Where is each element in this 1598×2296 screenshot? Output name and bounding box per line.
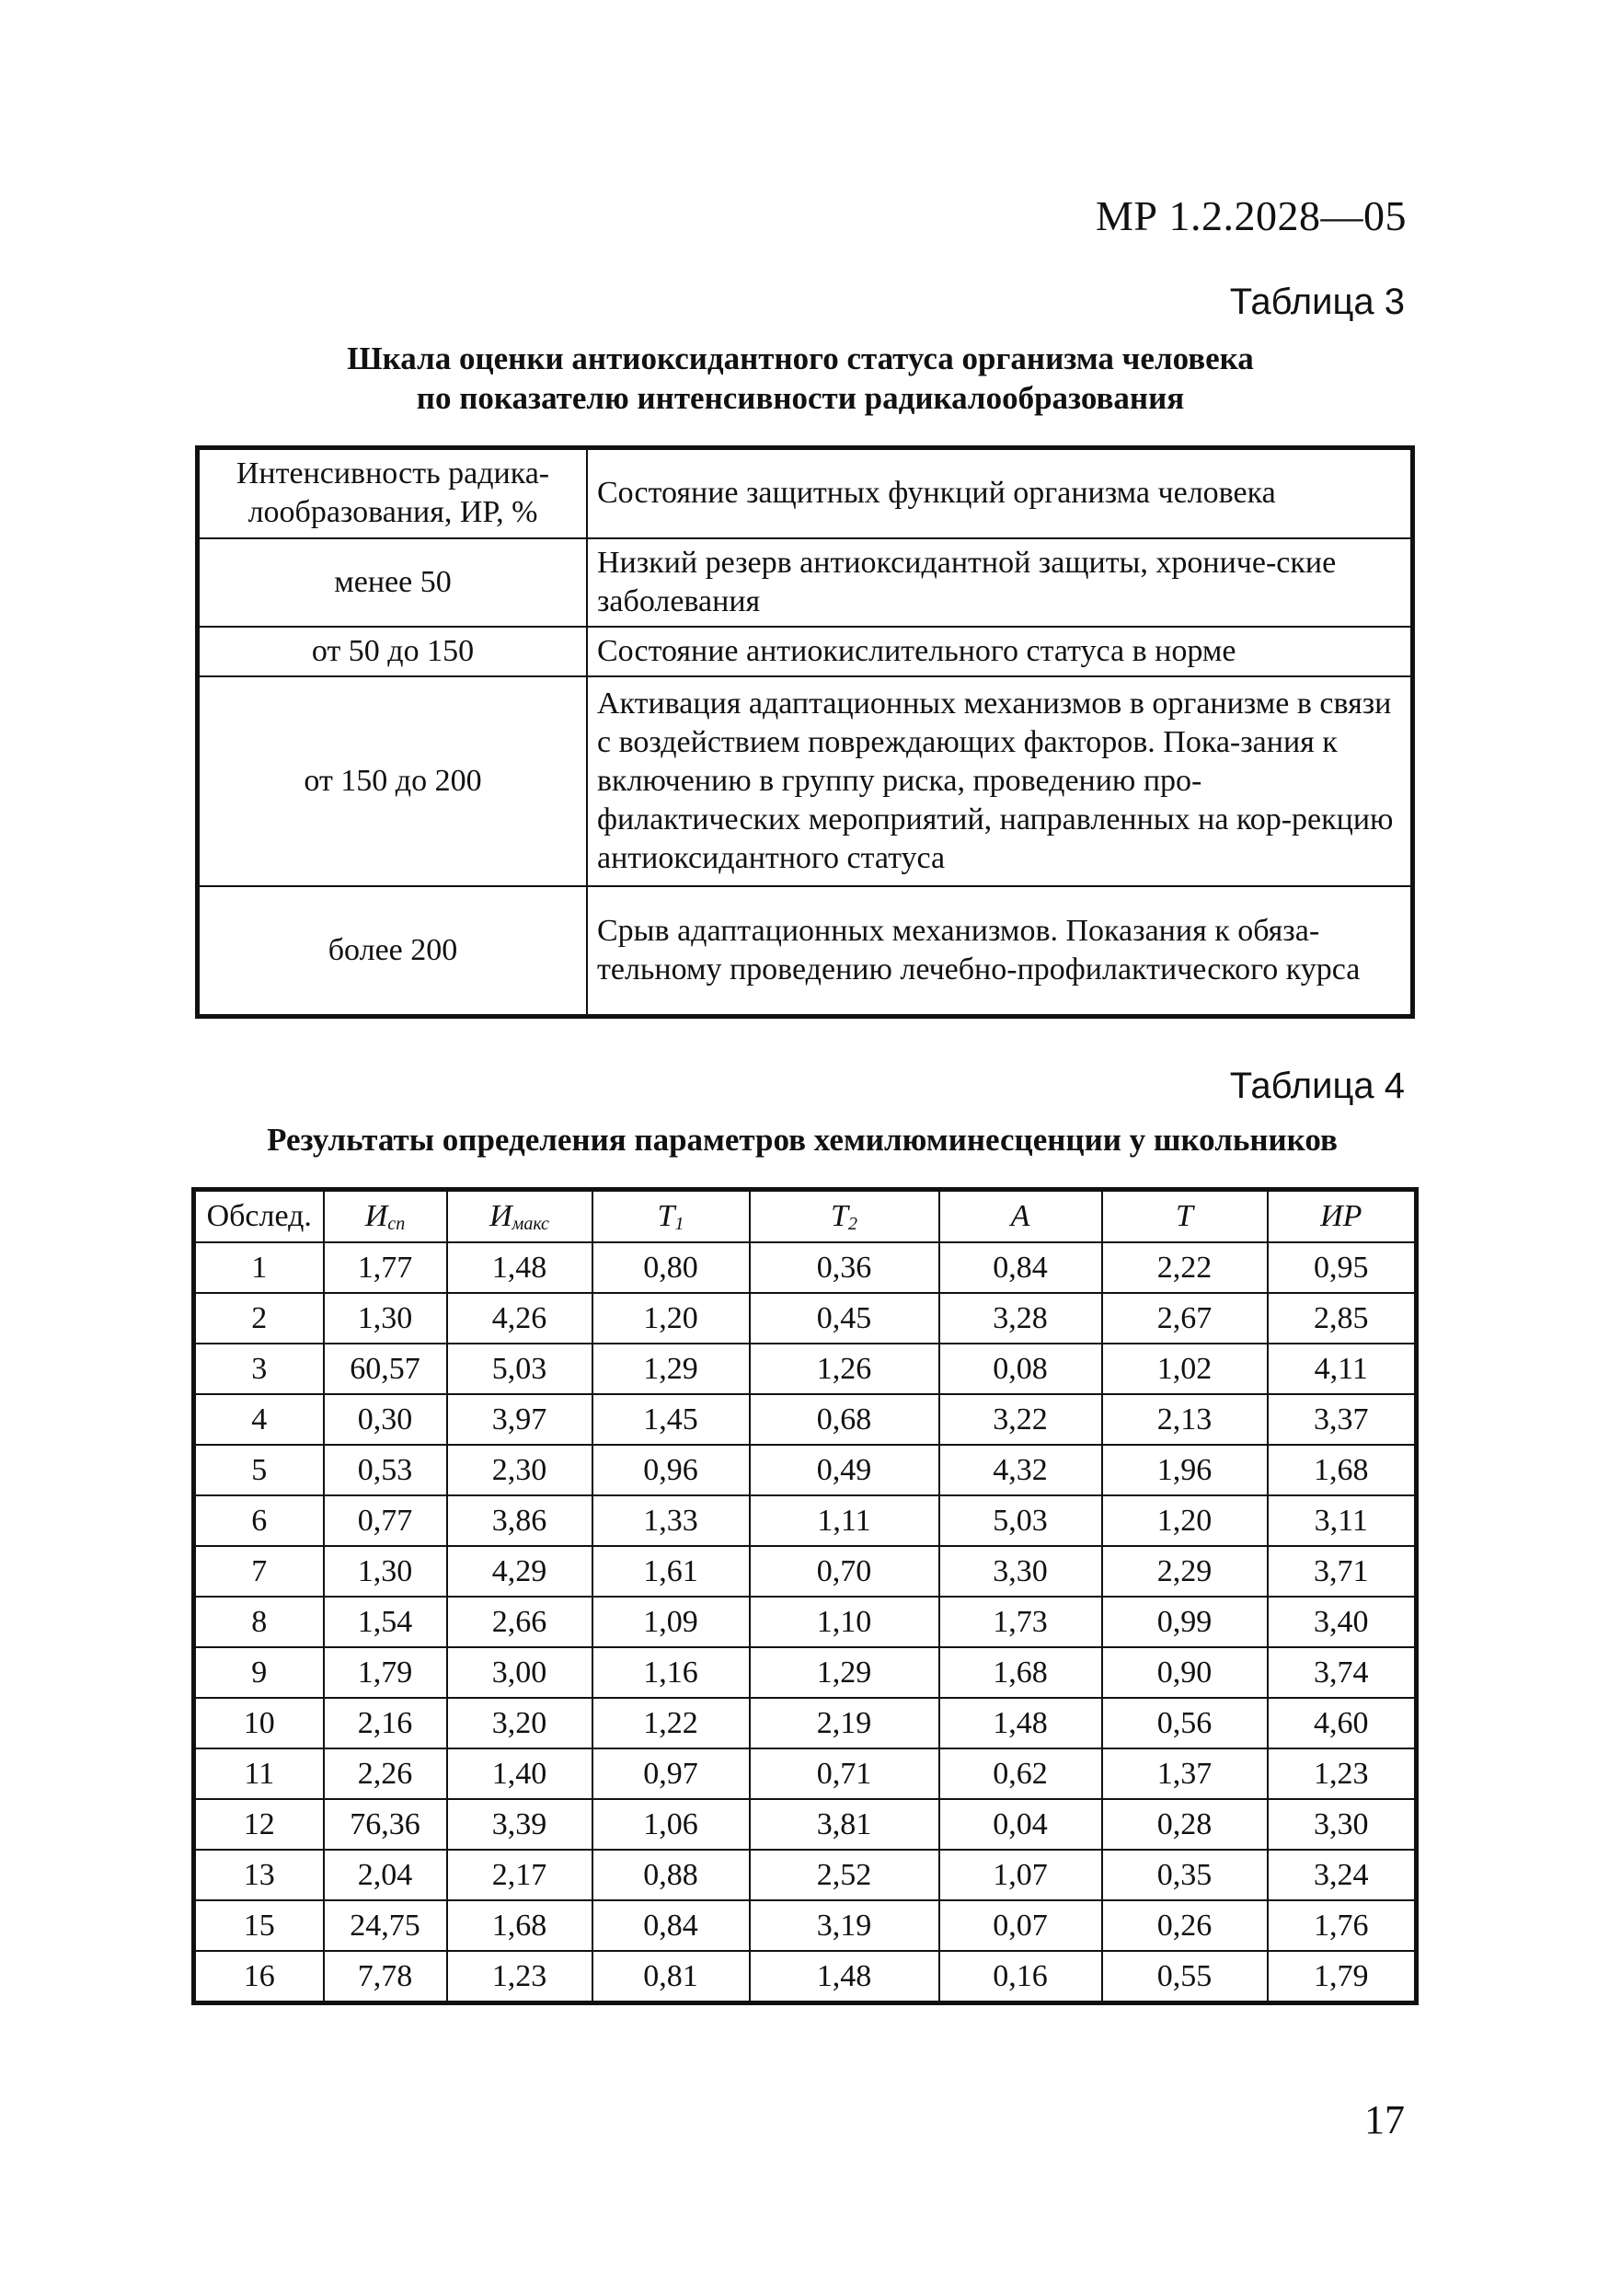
cell-examined: 11 [194,1748,324,1799]
cell-examined: 7 [194,1546,324,1597]
cell-i-sp: 1,77 [324,1242,447,1293]
cell-a: 5,03 [939,1495,1102,1546]
cell-t2: 2,52 [750,1850,939,1900]
cell-t1: 1,06 [592,1799,750,1850]
table3-title-line1: Шкала оценки антиоксидантного статуса организма человека [347,340,1254,376]
cell-t: 2,29 [1102,1546,1268,1597]
cell-i-max: 1,48 [447,1242,592,1293]
table-row [194,1850,1417,1900]
cell-a: 0,84 [939,1242,1102,1293]
cell-ir: 1,79 [1268,1951,1417,2003]
cell-examined: 8 [194,1597,324,1647]
header-main: T [831,1198,848,1233]
chemiluminescence-results-table [191,1187,1419,2005]
header-main: ИР [1320,1199,1362,1233]
table3-header-intensity: Интенсивность радика-лообразования, ИР, % [198,448,588,538]
table3-state-cell: Состояние антиокислительного статуса в норме [587,627,1413,676]
antioxidant-scale-table [195,445,1415,1019]
cell-examined: 9 [194,1647,324,1698]
cell-a: 0,08 [939,1344,1102,1394]
header-main: T [657,1198,675,1233]
table4-title: Результаты определения параметров хемилюминесценции у школьников [267,1122,1338,1158]
cell-examined: 2 [194,1293,324,1344]
table-row [194,1597,1417,1647]
cell-ir: 2,85 [1268,1293,1417,1344]
cell-t: 0,90 [1102,1647,1268,1698]
cell-examined: 15 [194,1900,324,1951]
cell-t: 0,56 [1102,1698,1268,1748]
header-sub: сп [387,1213,406,1234]
cell-t2: 1,29 [750,1647,939,1698]
cell-t2: 2,19 [750,1698,939,1748]
table3-title-line2: по показателю интенсивности радикалообразования [416,380,1185,416]
table-row [198,538,1413,627]
cell-t2: 0,45 [750,1293,939,1344]
table-row [194,1748,1417,1799]
table-row [194,1698,1417,1748]
cell-i-sp: 2,04 [324,1850,447,1900]
table-row [194,1242,1417,1293]
cell-t1: 0,97 [592,1748,750,1799]
cell-t2: 0,49 [750,1445,939,1495]
cell-t1: 0,84 [592,1900,750,1951]
table4-body [194,1242,1417,2003]
cell-t: 1,96 [1102,1445,1268,1495]
cell-i-max: 2,17 [447,1850,592,1900]
header-i-max [447,1190,592,1243]
cell-t1: 1,09 [592,1597,750,1647]
cell-ir: 0,95 [1268,1242,1417,1293]
cell-examined: 4 [194,1394,324,1445]
cell-ir: 3,71 [1268,1546,1417,1597]
cell-t2: 1,10 [750,1597,939,1647]
cell-examined: 5 [194,1445,324,1495]
cell-i-sp: 2,16 [324,1698,447,1748]
header-main: И [364,1198,388,1233]
table-row [194,1647,1417,1698]
cell-examined: 10 [194,1698,324,1748]
cell-i-max: 3,39 [447,1799,592,1850]
cell-t1: 1,45 [592,1394,750,1445]
table3-range-cell: от 50 до 150 [198,627,588,676]
cell-t: 1,02 [1102,1344,1268,1394]
cell-i-sp: 1,30 [324,1293,447,1344]
cell-examined: 16 [194,1951,324,2003]
cell-a: 1,73 [939,1597,1102,1647]
cell-a: 3,22 [939,1394,1102,1445]
page-number: 17 [1364,2097,1405,2142]
cell-examined: 3 [194,1344,324,1394]
cell-i-max: 3,86 [447,1495,592,1546]
cell-t1: 1,61 [592,1546,750,1597]
cell-ir: 3,37 [1268,1394,1417,1445]
cell-ir: 4,60 [1268,1698,1417,1748]
cell-t: 0,35 [1102,1850,1268,1900]
header-main: T [1176,1199,1193,1233]
table-row [194,1394,1417,1445]
cell-a: 1,68 [939,1647,1102,1698]
table3-range-cell: менее 50 [198,538,588,627]
cell-t: 2,67 [1102,1293,1268,1344]
header-sub: макс [512,1213,549,1234]
cell-a: 0,16 [939,1951,1102,2003]
table-row [194,1546,1417,1597]
cell-i-max: 1,68 [447,1900,592,1951]
cell-i-sp: 0,77 [324,1495,447,1546]
table-row [194,1293,1417,1344]
table-row [194,1951,1417,2003]
cell-i-sp: 1,30 [324,1546,447,1597]
header-t1 [592,1190,750,1243]
cell-i-sp: 7,78 [324,1951,447,2003]
document-code: МР 1.2.2028—05 [1096,192,1407,239]
cell-t1: 0,88 [592,1850,750,1900]
cell-ir: 3,24 [1268,1850,1417,1900]
cell-i-max: 1,40 [447,1748,592,1799]
table-row [194,1344,1417,1394]
table-row [194,1900,1417,1951]
header-ir [1268,1190,1417,1243]
cell-examined: 6 [194,1495,324,1546]
cell-a: 3,30 [939,1546,1102,1597]
table3-state-cell: Срыв адаптационных механизмов. Показания к обяза-тельному проведению лечебно-профилактического курса [587,886,1413,1017]
cell-ir: 1,23 [1268,1748,1417,1799]
cell-t: 2,13 [1102,1394,1268,1445]
cell-t1: 0,81 [592,1951,750,2003]
table-row [198,886,1413,1017]
cell-i-sp: 0,30 [324,1394,447,1445]
cell-i-sp: 2,26 [324,1748,447,1799]
header-main: A [1010,1199,1030,1233]
cell-a: 1,48 [939,1698,1102,1748]
cell-i-sp: 1,54 [324,1597,447,1647]
cell-ir: 1,76 [1268,1900,1417,1951]
cell-examined: 12 [194,1799,324,1850]
cell-t1: 0,80 [592,1242,750,1293]
table3-range-cell: более 200 [198,886,588,1017]
cell-ir: 3,11 [1268,1495,1417,1546]
table-row [198,676,1413,886]
cell-t2: 1,48 [750,1951,939,2003]
cell-t2: 1,11 [750,1495,939,1546]
cell-t2: 1,26 [750,1344,939,1394]
table-row [194,1495,1417,1546]
cell-t: 1,20 [1102,1495,1268,1546]
cell-a: 0,07 [939,1900,1102,1951]
cell-i-sp: 0,53 [324,1445,447,1495]
header-main: Обслед. [206,1199,312,1233]
table3-state-cell: Низкий резерв антиоксидантной защиты, хрониче-ские заболевания [587,538,1413,627]
cell-i-sp: 1,79 [324,1647,447,1698]
header-i-sp [324,1190,447,1243]
cell-a: 0,62 [939,1748,1102,1799]
cell-ir: 3,30 [1268,1799,1417,1850]
table3-header-row [198,448,1413,538]
cell-t2: 0,70 [750,1546,939,1597]
cell-t: 1,37 [1102,1748,1268,1799]
table4-header-row [194,1190,1417,1243]
cell-a: 3,28 [939,1293,1102,1344]
cell-ir: 1,68 [1268,1445,1417,1495]
cell-t1: 1,29 [592,1344,750,1394]
cell-i-max: 3,97 [447,1394,592,1445]
cell-t: 0,55 [1102,1951,1268,2003]
header-t2 [750,1190,939,1243]
cell-i-max: 4,26 [447,1293,592,1344]
cell-t: 0,26 [1102,1900,1268,1951]
cell-i-max: 3,20 [447,1698,592,1748]
table4-label: Таблица 4 [1229,1066,1405,1106]
cell-i-max: 5,03 [447,1344,592,1394]
header-sub: 1 [674,1213,684,1234]
cell-t1: 1,16 [592,1647,750,1698]
cell-t: 2,22 [1102,1242,1268,1293]
cell-t1: 1,22 [592,1698,750,1748]
header-examined [194,1190,324,1243]
cell-i-max: 1,23 [447,1951,592,2003]
table3-label: Таблица 3 [1229,282,1405,322]
table-row [198,627,1413,676]
cell-i-sp: 24,75 [324,1900,447,1951]
header-sub: 2 [847,1213,857,1234]
header-t [1102,1190,1268,1243]
header-a [939,1190,1102,1243]
table3-header-state: Состояние защитных функций организма человека [587,448,1413,538]
cell-i-sp: 60,57 [324,1344,447,1394]
cell-examined: 1 [194,1242,324,1293]
table3-range-cell: от 150 до 200 [198,676,588,886]
cell-a: 1,07 [939,1850,1102,1900]
table-row [194,1445,1417,1495]
cell-examined: 13 [194,1850,324,1900]
cell-t1: 0,96 [592,1445,750,1495]
cell-t2: 0,71 [750,1748,939,1799]
header-main: И [489,1198,512,1233]
table3-title [184,339,1417,418]
cell-t: 0,99 [1102,1597,1268,1647]
cell-a: 4,32 [939,1445,1102,1495]
cell-t2: 3,19 [750,1900,939,1951]
cell-i-max: 2,66 [447,1597,592,1647]
cell-t1: 1,20 [592,1293,750,1344]
table3-state-cell: Активация адаптационных механизмов в организме в связи с воздействием повреждающих факторов. Пока-зания к включению в группу риска, проведению про-филактических мероприятий, направленных на кор-рекцию антиоксидантного статуса [587,676,1413,886]
cell-i-sp: 76,36 [324,1799,447,1850]
cell-t1: 1,33 [592,1495,750,1546]
table-row [194,1799,1417,1850]
cell-ir: 3,74 [1268,1647,1417,1698]
cell-ir: 3,40 [1268,1597,1417,1647]
cell-i-max: 2,30 [447,1445,592,1495]
cell-t2: 3,81 [750,1799,939,1850]
cell-t: 0,28 [1102,1799,1268,1850]
cell-i-max: 3,00 [447,1647,592,1698]
cell-t2: 0,36 [750,1242,939,1293]
cell-a: 0,04 [939,1799,1102,1850]
cell-t2: 0,68 [750,1394,939,1445]
cell-ir: 4,11 [1268,1344,1417,1394]
cell-i-max: 4,29 [447,1546,592,1597]
